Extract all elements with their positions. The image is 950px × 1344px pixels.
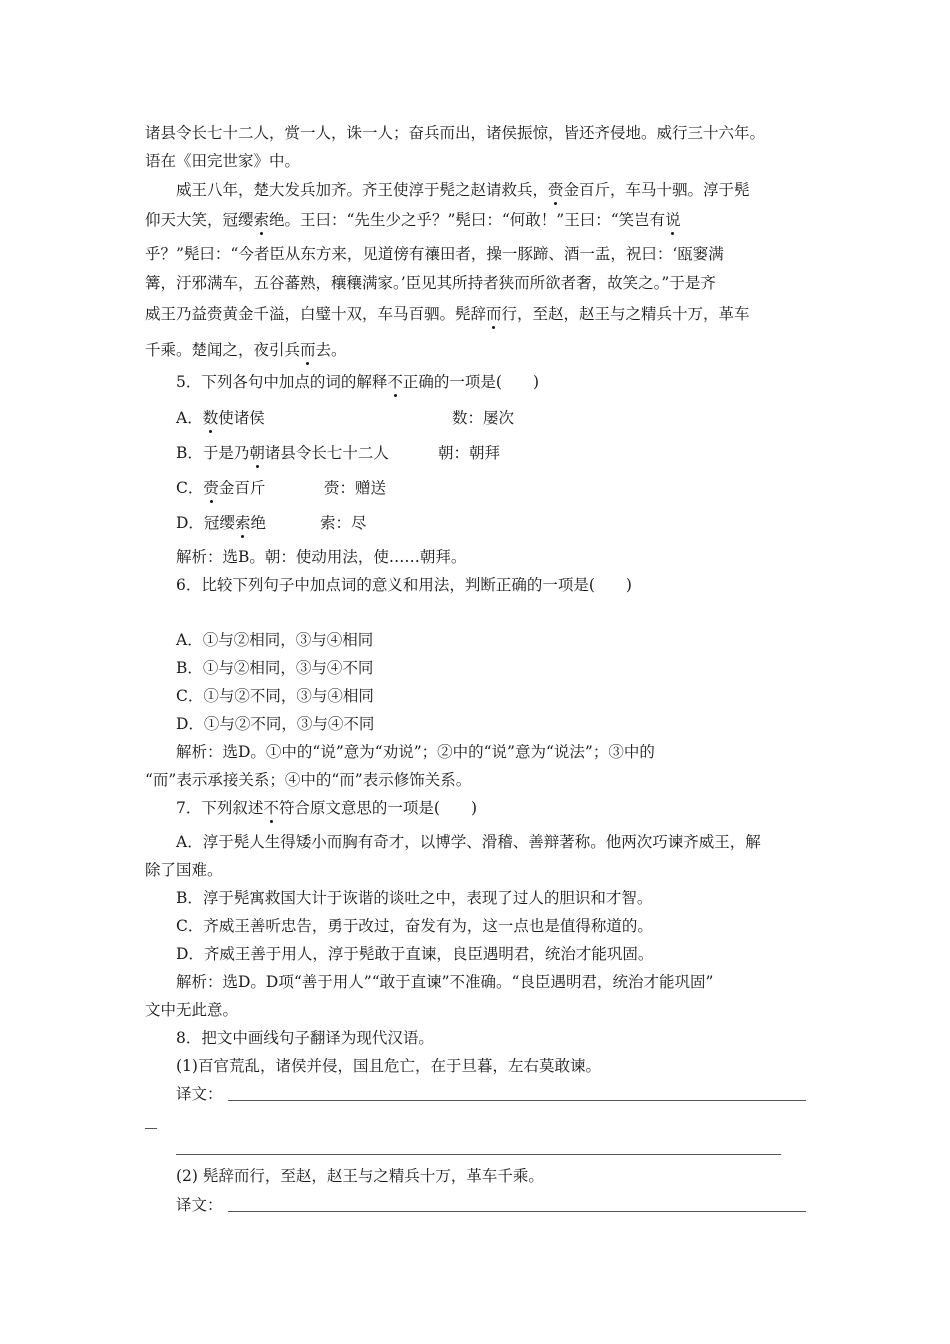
passage-line-7: 威王乃益赍黄金千溢，白璧十双，车马百驷。髡辞而行，至赵，赵王与之精兵十万，革车 xyxy=(145,305,750,323)
passage-line-5: 乎？”髡曰：“今者臣从东方来，见道傍有禳田者，操一豚蹄、酒一盂，祝曰：‘瓯窭满 xyxy=(145,245,724,263)
dotted-char: 索 xyxy=(253,211,270,229)
q6-option-a: A．①与②相同，③与④相同 xyxy=(176,631,374,649)
dotted-char: 赍 xyxy=(548,181,564,199)
passage-line-6: 篝，汙邪满车，五谷蕃熟，穰穰满家。’臣见其所持者狭而所欲者奢，故笑之。”于是齐 xyxy=(145,274,716,292)
q6-option-c: C．①与②不同，③与④相同 xyxy=(176,687,374,705)
passage-line-3: 威王八年，楚大发兵加齐。齐王使淳于髡之赵请救兵，赍金百斤，车马十驷。淳于髡 xyxy=(176,181,750,199)
q7-option-c: C．齐威王善听忠告，勇于改过，奋发有为，这一点也是值得称道的。 xyxy=(176,917,653,935)
q7-option-a-line-1: A．淳于髡人生得矮小而胸有奇才，以博学、滑稽、善辩著称。他两次巧谏齐威王，解 xyxy=(176,833,761,851)
q8-translation-label-1: 译文： xyxy=(176,1085,223,1103)
q8-sentence-1: (1)百官荒乱，诸侯并侵，国且危亡，在于旦暮，左右莫敢谏。 xyxy=(176,1057,601,1075)
q8-sentence-2: (2) 髡辞而行，至赵，赵王与之精兵十万，革车千乘。 xyxy=(176,1167,544,1185)
q5-stem: 5．下列各句中加点的词的解释不正确的一项是( ) xyxy=(176,373,539,391)
dotted-char: 而 xyxy=(486,305,502,323)
answer-blank-line[interactable] xyxy=(228,1100,806,1101)
q5-option-d: D．冠缨索绝 xyxy=(176,514,266,532)
dotted-char: 不 xyxy=(387,373,403,391)
passage-line-4: 仰天大笑，冠缨索绝。王曰：“先生少之乎？”髡曰：“何敢！”王曰：“笑岂有说 xyxy=(145,211,681,229)
q7-option-b: B．淳于髡寓救国大计于诙谐的谈吐之中，表现了过人的胆识和才智。 xyxy=(176,889,653,907)
q5-option-a: A．数使诸侯 xyxy=(176,409,265,427)
q6-stem: 6．比较下列句子中加点词的意义和用法，判断正确的一项是( ) xyxy=(176,576,632,594)
q5-option-b-gloss: 朝：朝拜 xyxy=(438,444,501,462)
dotted-char: 说 xyxy=(665,211,681,229)
dotted-char: 不 xyxy=(263,799,279,817)
q7-stem: 7．下列叙述不符合原文意思的一项是( ) xyxy=(176,799,477,817)
dotted-char: 索 xyxy=(234,514,251,532)
answer-blank-line[interactable] xyxy=(228,1211,806,1212)
q5-option-c-gloss: 赍：赠送 xyxy=(324,479,387,497)
q5-option-b: B．于是乃朝诸县令长七十二人 xyxy=(176,444,389,462)
q6-answer-line-1: 解析：选D。①中的“说”意为“劝说”；②中的“说”意为“说法”；③中的 xyxy=(176,743,655,761)
dotted-char: 朝 xyxy=(249,444,265,462)
dotted-char: 数 xyxy=(202,409,219,427)
q6-option-b: B．①与②相同，③与④不同 xyxy=(176,659,374,677)
passage-line-2: 语在《田完世家》中。 xyxy=(145,152,301,170)
dotted-char: 赍 xyxy=(203,479,219,497)
q5-option-d-gloss: 索：尽 xyxy=(320,514,367,532)
answer-blank-line[interactable] xyxy=(176,1154,781,1155)
q8-stem: 8．把文中画线句子翻译为现代汉语。 xyxy=(176,1029,434,1047)
q7-option-a-line-2: 除了国难。 xyxy=(145,861,223,879)
passage-line-8: 千乘。楚闻之，夜引兵而去。 xyxy=(145,341,347,359)
passage-line-1: 诸县令长七十二人，赏一人，诛一人；奋兵而出，诸侯振惊，皆还齐侵地。威行三十六年。 xyxy=(145,124,766,142)
q6-option-d: D．①与②不同，③与④不同 xyxy=(176,715,375,733)
q8-translation-label-2: 译文： xyxy=(176,1196,223,1214)
q6-answer-line-2: “而”表示承接关系；④中的“而”表示修饰关系。 xyxy=(145,771,472,789)
q7-answer-line-2: 文中无此意。 xyxy=(145,1001,239,1019)
q7-answer-line-1: 解析：选D。D项“善于用人”“敢于直谏”不准确。“良臣遇明君，统治才能巩固” xyxy=(176,973,714,991)
q5-answer: 解析：选B。朝：使动用法，使……朝拜。 xyxy=(176,548,467,566)
q5-option-a-gloss: 数：屡次 xyxy=(452,409,515,427)
q7-option-d: D．齐威王善于用人，淳于髡敢于直谏，良臣遇明君，统治才能巩固。 xyxy=(176,945,654,963)
answer-blank-line[interactable] xyxy=(145,1128,157,1129)
q5-option-c: C．赍金百斤 xyxy=(176,479,266,497)
dotted-char: 而 xyxy=(300,341,316,359)
